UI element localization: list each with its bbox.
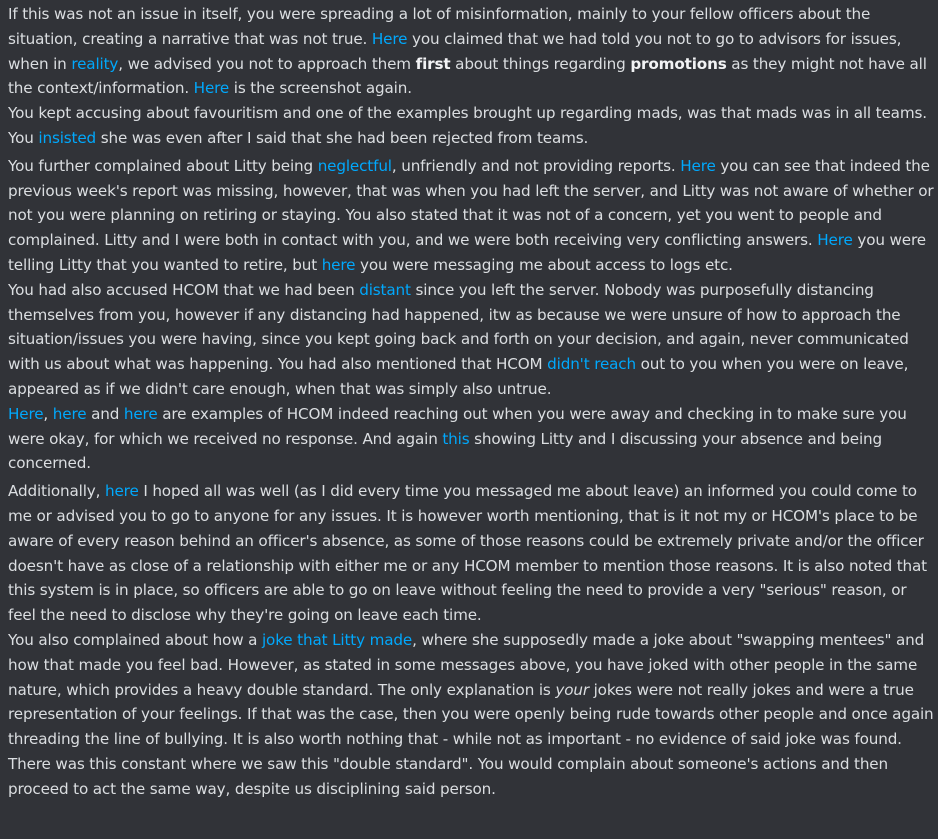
message-text: jokes were not really jokes and were a true representation of your feelings. If that was the case, then you were openly being rude towards other people and once again threading the line of bullying. It is also worth nothing that - while not as important - no evidence of said joke was found. [8, 680, 934, 749]
link-here-report[interactable]: Here [680, 156, 716, 175]
message-paragraph [8, 402, 934, 476]
message-text: You further complained about Litty being [8, 156, 318, 175]
link-joke-litty-made[interactable]: joke that Litty made [261, 630, 413, 649]
message-paragraph [8, 752, 934, 802]
message-text: you were telling Litty that you wanted to retire, but [8, 231, 926, 274]
message-text: , [43, 404, 53, 423]
message-text: I hoped all was well (as I did every time you messaged me about leave) an informed you could come to me or advised you to go to anyone for any issues. It is however worth mentioning, that is it not my or HCOM's place to be aware of every reason behind an officer's absence, as some of those reasons could be extremely private and/or the officer doesn't have as close of a relationship with either me or any HCOM member to mention those reasons. It is also noted that this system is in place, so officers are able to go on leave without feeling the need to provide a very "serious" reason, or feel the need to disclose why they're going on leave each time. [8, 482, 927, 625]
link-here-retire[interactable]: Here [817, 231, 853, 250]
message-text: If this was not an issue in itself, you were spreading a lot of misinformation, mainly to your fellow officers about the situation, creating a narrative that was not true. [8, 5, 871, 48]
message-text: , where she supposedly made a joke about "swapping mentees" and how that made you feel bad. However, as stated in some messages above, you have joked with other people in the same nature, which provides a heavy double standard. The only explanation is [8, 630, 925, 699]
message-paragraph [8, 2, 934, 101]
message-paragraph [8, 479, 934, 628]
message-text: showing Litty and I discussing your absence and being concerned. [8, 429, 882, 473]
link-insisted[interactable]: insisted [38, 128, 97, 147]
link-didnt-reach[interactable]: didn't reach [547, 355, 636, 374]
message-text: and [86, 404, 124, 423]
message-text: is the screenshot again. [229, 79, 412, 98]
link-here-example-1[interactable]: Here [8, 404, 44, 423]
link-reality[interactable]: reality [71, 54, 119, 73]
bold-text: promotions [630, 54, 727, 73]
message-text: out to you when you were on leave, appeared as if we didn't care enough, when that was simply also untrue. [8, 355, 909, 398]
link-here-screenshot[interactable]: Here [193, 79, 230, 98]
link-here-claimed[interactable]: Here [371, 29, 408, 48]
message-text: since you left the server. Nobody was purposefully distancing themselves from you, however if any distancing had happened, itw as because we were unsure of how to approach the situation/issues you were having, since you kept going back and forth on your decision, and again, never communicated with us about what was happening. You had also mentioned that HCOM [8, 280, 909, 374]
link-here-example-2[interactable]: here [52, 404, 87, 423]
link-this[interactable]: this [442, 429, 470, 448]
message-text: she was even after I said that she had been rejected from teams. [96, 128, 589, 147]
italic-text: your [555, 680, 589, 699]
link-neglectful[interactable]: neglectful [317, 156, 392, 175]
message-text: you can see that indeed the previous week's report was missing, however, that was when you had left the server, and Litty was not aware of whether or not you were planning on retiring or staying. You also stated that it was not of a concern, yet you went to people and complained. Litty and I were both in contact with you, and we were both receiving very conflicting answers. [8, 156, 934, 250]
message-text: , we advised you not to approach them [118, 54, 416, 73]
message-text: as they might not have all the context/information. [8, 54, 927, 98]
link-here-leave[interactable]: here [105, 482, 139, 501]
link-here-logs[interactable]: here [321, 255, 356, 274]
message-paragraph [8, 278, 934, 402]
message-text: about things regarding [450, 54, 631, 73]
message-text: You also complained about how a [8, 630, 262, 649]
message-text: You kept accusing about favouritism and one of the examples brought up regarding mads, was that mads was in all teams. You [8, 104, 927, 147]
message-text: Additionally, [8, 482, 106, 501]
message-paragraph [8, 101, 934, 151]
message-text: you claimed that we had told you not to go to advisors for issues, when in [8, 29, 902, 73]
message-text: you were messaging me about access to logs etc. [355, 255, 733, 274]
message-text: , unfriendly and not providing reports. [391, 156, 681, 175]
link-distant[interactable]: distant [359, 280, 411, 299]
bold-text: first [415, 54, 451, 73]
message-text: You had also accused HCOM that we had been [8, 280, 360, 299]
message-text: There was this constant where we saw this "double standard". You would complain about someone's actions and then proceed to act the same way, despite us disciplining said person. [8, 754, 888, 798]
message-paragraph [8, 154, 934, 278]
message-paragraph [8, 628, 934, 752]
link-here-example-3[interactable]: here [123, 404, 158, 423]
message-text: are examples of HCOM indeed reaching out when you were away and checking in to make sure you were okay, for which we received no response. And again [8, 404, 907, 448]
